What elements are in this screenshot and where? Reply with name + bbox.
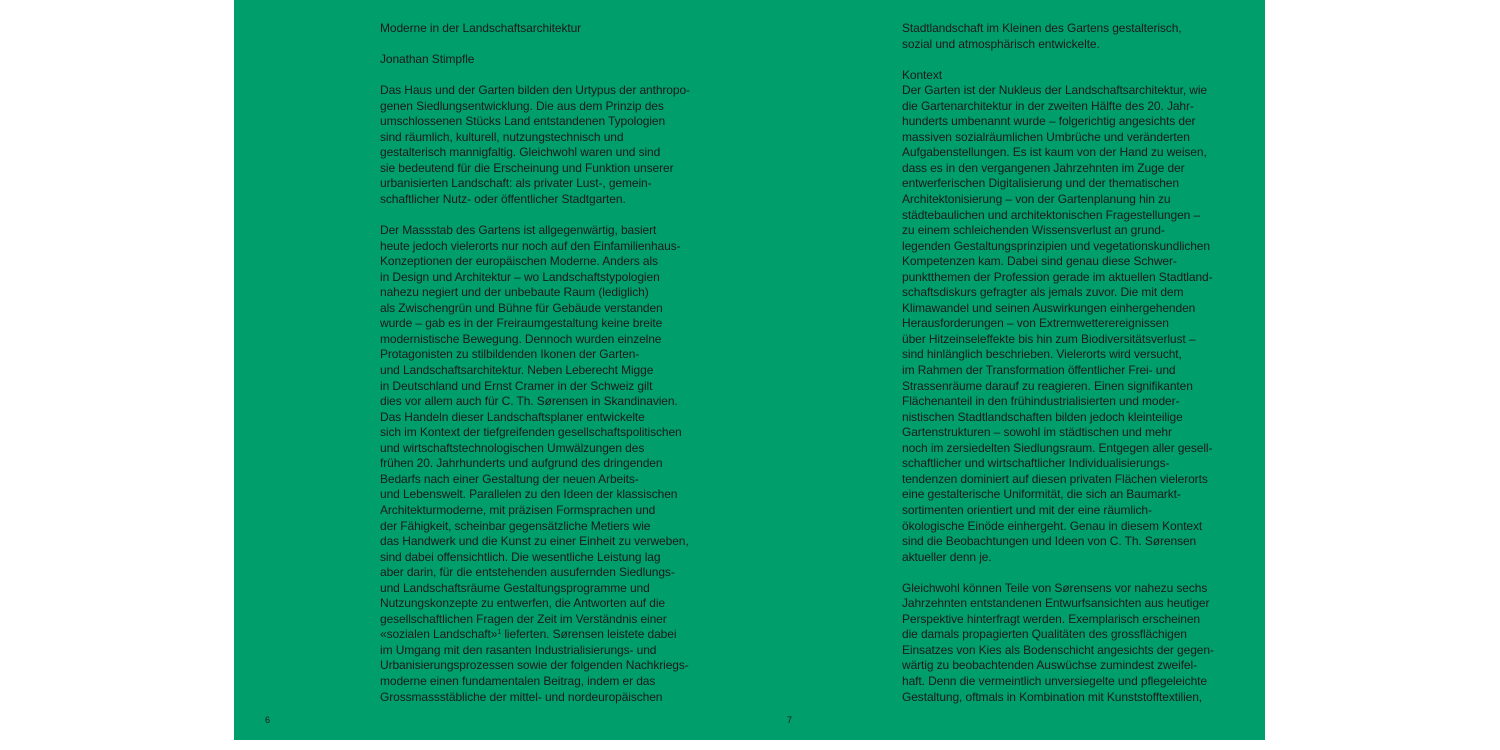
footnote-reference[interactable]: 1 <box>497 629 502 637</box>
right-paragraph-3 <box>902 581 1247 705</box>
text-line: Gleichwohl können Teile von Sørensens vor nahezu sechs <box>902 580 1208 595</box>
text-line: aber darin, für die entstehenden ausufernden Siedlungs- <box>380 565 675 580</box>
text-line: Das Handeln dieser Landschaftsplaner entwickelte <box>380 409 645 424</box>
text-line: hunderts umbenannt wurde – folgerichtig angesichts der <box>902 114 1196 129</box>
left-paragraph-1 <box>380 83 720 207</box>
text-line: heute jedoch vielerorts nur noch auf den Einfamilienhaus- <box>380 238 681 253</box>
text-line: Der Garten ist der Nukleus der Landschaftsarchitektur, wie <box>902 83 1208 98</box>
text-line: noch im zersiedelten Siedlungsraum. Entgegen aller gesell- <box>902 440 1213 455</box>
text-line: sind dabei offensichtlich. Die wesentliche Leistung lag <box>380 549 661 564</box>
text-line: sie bedeutend für die Erscheinung und Funktion unserer <box>380 160 674 175</box>
text-line: aktueller denn je. <box>902 549 992 564</box>
text-line: umschlossenen Stücks Land entstandenen Typologien <box>380 114 666 129</box>
text-line: über Hitzeinseleffekte bis hin zum Biodiversitätsverlust – <box>902 331 1196 346</box>
text-line: die damals propagierten Qualitäten des grossflächigen <box>902 627 1187 642</box>
text-line: Grossmassstäbliche der mittel- und nordeuropäischen <box>380 689 663 704</box>
text-line: schaftlicher und wirtschaftlicher Individualisierungs- <box>902 456 1170 471</box>
text-line: Kompetenzen kam. Dabei sind genau diese Schwer- <box>902 254 1177 269</box>
text-line: das Handwerk und die Kunst zu einer Einheit zu verweben, <box>380 534 689 549</box>
text-line: Der Massstab des Gartens ist allgegenwärtig, basiert <box>380 223 657 238</box>
text-line: Strassenräume darauf zu reagieren. Einen signifikanten <box>902 378 1193 393</box>
text-line: eine gestalterische Uniformität, die sich an Baumarkt- <box>902 487 1181 502</box>
text-line: Konzeptionen der europäischen Moderne. Anders als <box>380 254 658 269</box>
text-line: nistischen Stadtlandschaften bilden jedoch kleinteilige <box>902 409 1183 424</box>
text-line: Protagonisten zu stilbildenden Ikonen der Garten- <box>380 347 640 362</box>
text-line: sich im Kontext der tiefgreifenden gesellschaftspolitischen <box>380 425 682 440</box>
right-paragraph-2 <box>902 83 1247 565</box>
text-line: massiven sozialräumlichen Umbrüche und veränderten <box>902 129 1190 144</box>
text-line: und Landschaftsräume Gestaltungsprogramme und <box>380 580 650 595</box>
section-heading: Kontext <box>902 67 942 82</box>
text-line: modernistische Bewegung. Dennoch wurden einzelne <box>380 331 662 346</box>
text-line: als Zwischengrün und Bühne für Gebäude verstanden <box>380 300 663 315</box>
text-line: Nutzungskonzepte zu entwerfen, die Antworten auf die <box>380 596 665 611</box>
book-spread <box>234 0 1265 740</box>
text-line: und wirtschaftstechnologischen Umwälzungen des <box>380 440 645 455</box>
left-page-text-column <box>380 21 720 705</box>
text-line: ökologische Einöde einhergeht. Genau in diesem Kontext <box>902 518 1203 533</box>
text-line: schaftlicher Nutz- oder öffentlicher Stadtgarten. <box>380 192 626 207</box>
text-line: genen Siedlungsentwicklung. Die aus dem Prinzip des <box>380 98 664 113</box>
text-line: im Umgang mit den rasanten Industrialisierungs- und <box>380 642 657 657</box>
text-line: Architekturmoderne, mit präzisen Formsprachen und <box>380 502 656 517</box>
text-line-with-footnote: «sozialen Landschaft»$^1$ lieferten. Sørensen leistete dabei <box>380 627 677 642</box>
text-line: Jahrzehnten entstandenen Entwurfsansichten aus heutiger <box>902 596 1210 611</box>
text-line: wärtig zu beobachtenden Auswüchse zumindest zweifel- <box>902 658 1197 673</box>
text-line: in Deutschland und Ernst Cramer in der Schweiz gilt <box>380 378 653 393</box>
text-line: gestalterisch mannigfaltig. Gleichwohl waren und sind <box>380 145 661 160</box>
text-line: Einsatzes von Kies als Bodenschicht angesichts der gegen- <box>902 642 1214 657</box>
text-line: Perspektive hinterfragt werden. Exemplarisch erscheinen <box>902 611 1200 626</box>
text-line: frühen 20. Jahrhunderts und aufgrund des dringenden <box>380 456 663 471</box>
text-line: Herausforderungen – von Extremwetterereignissen <box>902 316 1169 331</box>
text-line: dies vor allem auch für C. Th. Sørensen in Skandinavien. <box>380 394 678 409</box>
right-paragraph-1 <box>902 21 1247 52</box>
page-number-right: 7 <box>787 715 793 725</box>
text-line: sind hinlänglich beschrieben. Vielerorts wird versucht, <box>902 347 1182 362</box>
right-page-text-column <box>902 21 1247 705</box>
text-line: im Rahmen der Transformation öffentlicher Frei- und <box>902 363 1176 378</box>
page-number-left: 6 <box>265 715 271 725</box>
text-line: Urbanisierungsprozessen sowie der folgenden Nachkriegs- <box>380 658 689 673</box>
text-line: tendenzen dominiert auf diesen privaten Flächen vielerorts <box>902 471 1208 486</box>
text-line: punktthemen der Profession gerade im aktuellen Stadtland- <box>902 269 1213 284</box>
text-line: und Landschaftsarchitektur. Neben Leberecht Migge <box>380 363 654 378</box>
text-line: Klimawandel und seinen Auswirkungen einhergehenden <box>902 300 1196 315</box>
article-author: Jonathan Stimpfle <box>380 52 475 67</box>
text-line: gesellschaftlichen Fragen der Zeit im Verständnis einer <box>380 611 667 626</box>
text-line: moderne einen fundamentalen Beitrag, indem er das <box>380 673 656 688</box>
text-line: Aufgabenstellungen. Es ist kaum von der Hand zu weisen, <box>902 145 1207 160</box>
text-line: sind die Beobachtungen und Ideen von C. Th. Sørensen <box>902 534 1197 549</box>
article-title: Moderne in der Landschaftsarchitektur <box>380 21 582 35</box>
text-line: der Fähigkeit, scheinbar gegensätzliche Metiers wie <box>380 518 651 533</box>
text-line: nahezu negiert und der unbebaute Raum (lediglich) <box>380 285 649 300</box>
text-line: die Gartenarchitektur in der zweiten Hälfte des 20. Jahr- <box>902 98 1194 113</box>
text-line: städtebaulichen und architektonischen Fragestellungen – <box>902 207 1201 222</box>
text-line: urbanisierten Landschaft: als privater Lust-, gemein- <box>380 176 652 191</box>
text-line: sozial und atmosphärisch entwickelte. <box>902 36 1100 51</box>
text-line: zu einem schleichenden Wissensverlust an grund- <box>902 223 1165 238</box>
left-paragraph-2 <box>380 223 720 705</box>
text-line: und Lebenswelt. Parallelen zu den Ideen der klassischen <box>380 487 678 502</box>
text-line: legenden Gestaltungsprinzipien und vegetationskundlichen <box>902 238 1210 253</box>
text-line: Flächenanteil in den frühindustrialisierten und moder- <box>902 394 1180 409</box>
text-line: Gestaltung, oftmals in Kombination mit Kunststofftextilien, <box>902 689 1203 704</box>
text-line: schaftsdiskurs gefragter als jemals zuvor. Die mit dem <box>902 285 1184 300</box>
text-line: wurde – gab es in der Freiraumgestaltung keine breite <box>380 316 663 331</box>
text-line: Bedarfs nach einer Gestaltung der neuen Arbeits- <box>380 471 639 486</box>
text-line: Stadtlandschaft im Kleinen des Gartens gestalterisch, <box>902 21 1182 35</box>
text-line: dass es in den vergangenen Jahrzehnten im Zuge der <box>902 160 1185 175</box>
text-line: sind räumlich, kulturell, nutzungstechnisch und <box>380 129 624 144</box>
text-line: sortimenten orientiert und mit der eine räumlich- <box>902 502 1152 517</box>
text-line: haft. Denn die vermeintlich unversiegelte und pflegeleichte <box>902 673 1207 688</box>
text-line: Das Haus und der Garten bilden den Urtypus der anthropo- <box>380 83 690 98</box>
text-line: entwerferischen Digitalisierung und der thematischen <box>902 176 1179 191</box>
text-line: Gartenstrukturen – sowohl im städtischen und mehr <box>902 425 1172 440</box>
text-line: in Design und Architektur – wo Landschaftstypologien <box>380 269 660 284</box>
text-line: Architektonisierung – von der Gartenplanung hin zu <box>902 192 1171 207</box>
